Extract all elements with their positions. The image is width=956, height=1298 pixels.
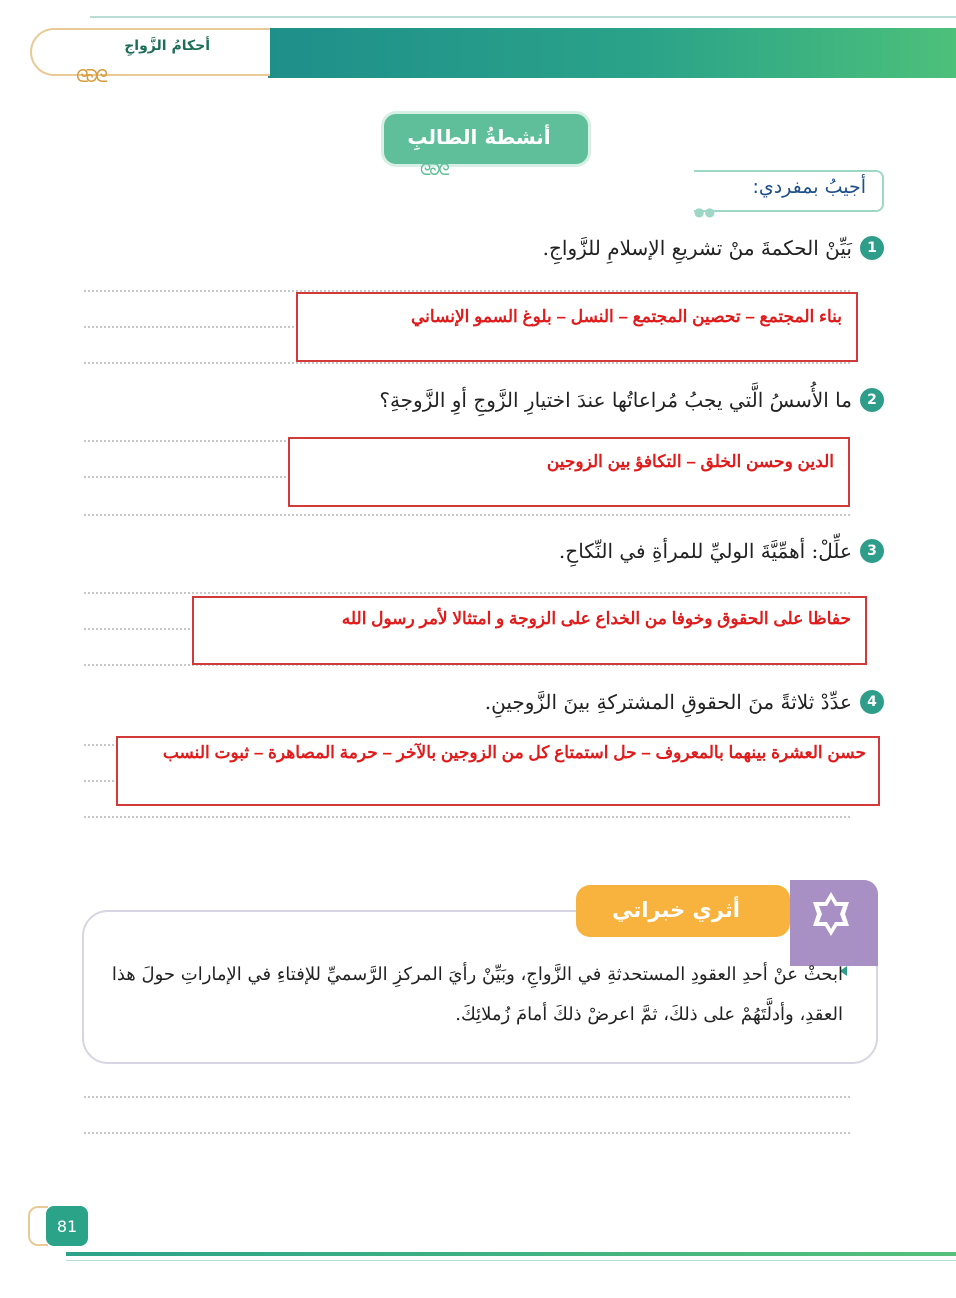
question-2 [379,388,884,412]
question-text: بَيِّنْ الحكمةَ منْ تشريعِ الإسلامِ للزَّواجِ. [542,236,852,260]
star-icon [807,890,855,938]
question-number: 2 [860,388,884,412]
question-3 [559,539,884,563]
question-number: 3 [860,539,884,563]
page-number-bracket [28,1206,48,1246]
answer-line [84,514,850,516]
answer-line [84,1132,850,1134]
top-divider [90,16,956,18]
dots-icon: ●● [694,205,715,219]
question-text: ما الأُسسُ الَّتي يجبُ مُراعاتُها عندَ اختيارِ الزَّوجِ أوِ الزَّوجةِ؟ [379,388,852,412]
question-4 [485,690,884,714]
individual-label: أجيبُ بمفردي: [752,176,866,198]
answer-line [84,592,850,594]
header-band [268,28,956,78]
ornament-icon: ᘓᘐᘓ [76,66,106,87]
answer-box-1[interactable]: بناء المجتمع – تحصين المجتمع – النسل – بلوغ السمو الإنساني [296,292,858,362]
activities-ornament-icon: ᘓᘐᘓ [420,160,448,179]
answer-box-3[interactable]: حفاظا على الحقوق وخوفا من الخداع على الزوجة و امتثالا لأمر رسول الله [192,596,867,665]
page-number: 81 [46,1206,88,1246]
enrichment-title: أثري خبراتي [612,898,740,922]
answer-line [84,816,850,818]
answer-box-4[interactable]: حسن العشرة بينهما بالمعروف – حل استمتاع كل من الزوجين بالآخر – حرمة المصاهرة – ثبوت النسب [116,736,880,806]
footer-line [66,1252,956,1256]
question-number: 1 [860,236,884,260]
chapter-title: أحكامُ الزَّواجِ [124,38,210,54]
question-text: عدِّدْ ثلاثةً منَ الحقوقِ المشتركةِ بينَ الزَّوجينِ. [484,690,852,714]
enrichment-text: ابحثْ عنْ أحدِ العقودِ المستحدثةِ في الزَّواجِ، وبَيِّنْ رأيَ المركزِ الرَّسميِّ للإفتاءِ في الإماراتِ حولَ هذا العقدِ، وأدلَّتَهُمْ على ذلكَ، ثمَّ اعرضْ ذلكَ أمامَ زُملائِكَ. [111,964,843,1025]
activities-title: أنشطةُ الطالبِ [407,125,551,149]
answer-box-2[interactable]: الدين وحسن الخلق – التكافؤ بين الزوجين [288,437,850,507]
question-text: علِّلْ: أهمِّيَّةَ الوليِّ للمرأةِ في النِّكاحِ. [558,539,852,563]
answer-line [84,1096,850,1098]
footer-line-thin [66,1260,956,1261]
answer-line [84,362,850,364]
question-1 [543,236,884,260]
question-number: 4 [860,690,884,714]
